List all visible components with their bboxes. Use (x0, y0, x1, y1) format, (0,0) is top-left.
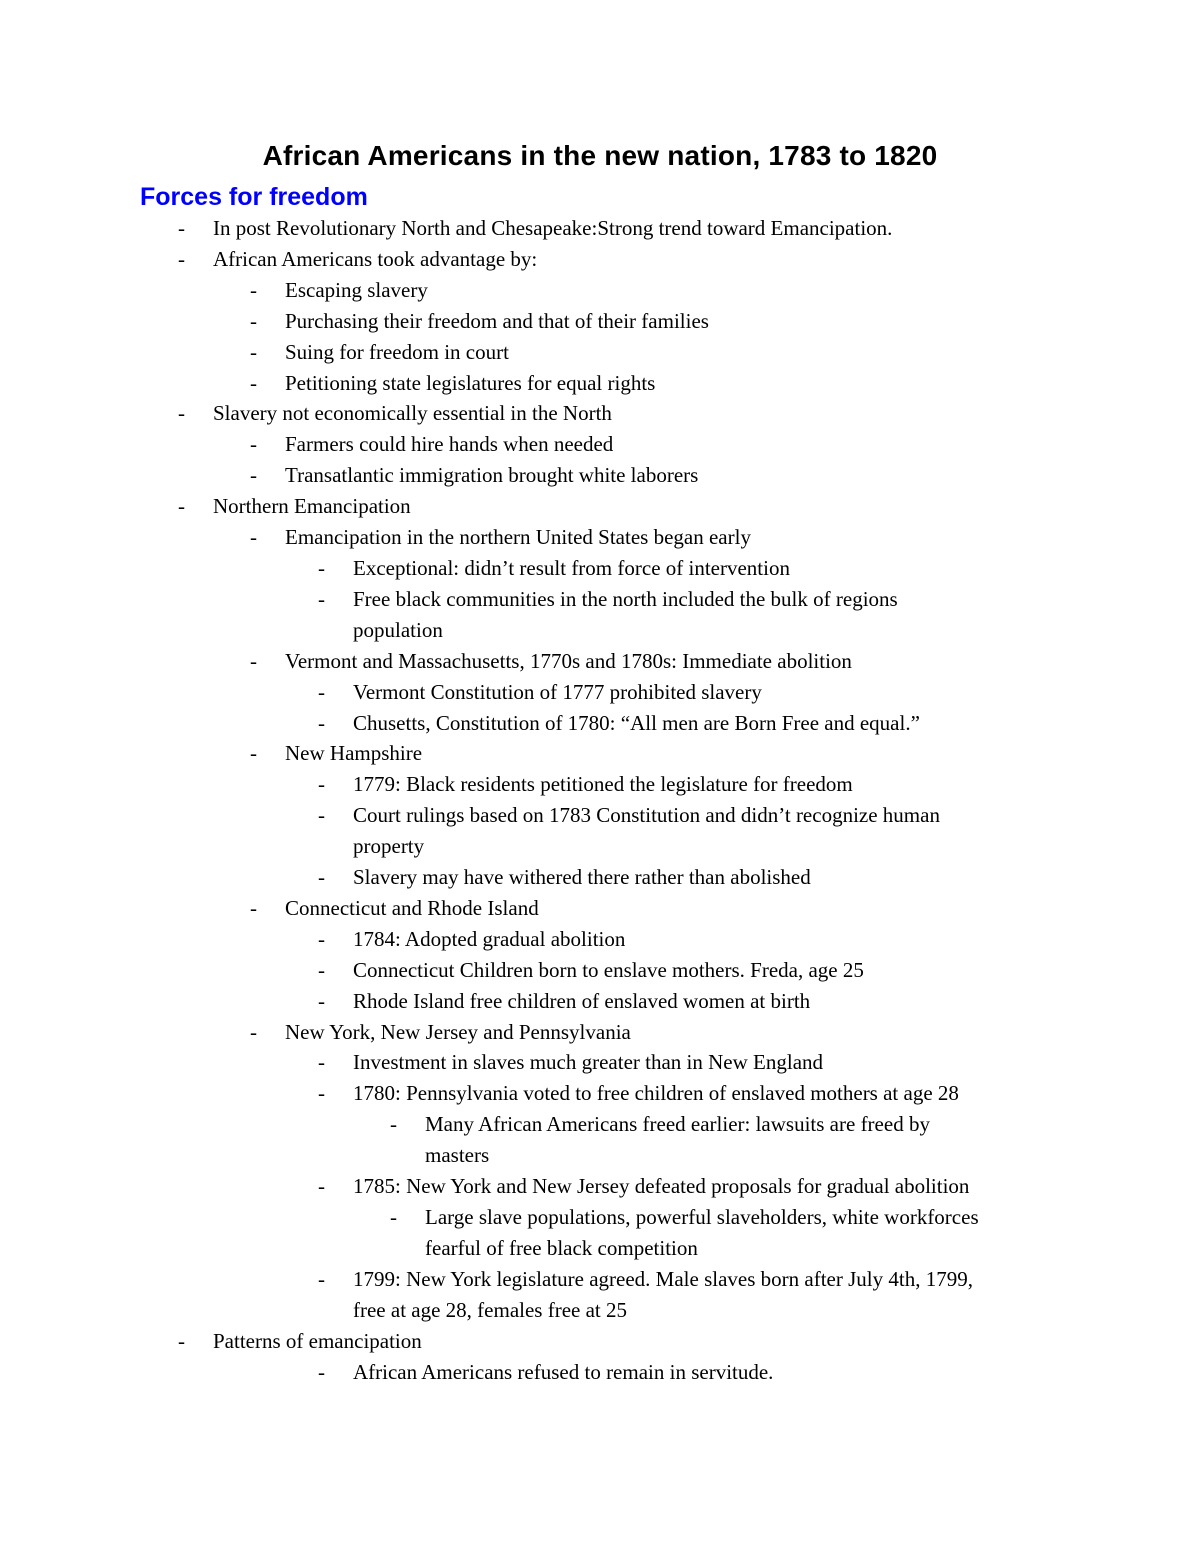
list-item-text: Connecticut and Rhode Island (285, 895, 539, 920)
list-item-text: 1779: Black residents petitioned the legislature for freedom (353, 772, 853, 797)
list-item (140, 1047, 1062, 1078)
bullet-dash-icon: - (318, 1266, 325, 1291)
list-item (140, 986, 1062, 1017)
list-item-text: Escaping slavery (285, 277, 428, 302)
list-item-text: Chusetts, Constitution of 1780: “All men are Born Free and equal.” (353, 710, 920, 735)
list-item-text: Free black communities in the north included the bulk of regions population (353, 586, 898, 642)
list-item-text: 1785: New York and New Jersey defeated proposals for gradual abolition (353, 1174, 970, 1199)
list-item-text: New York, New Jersey and Pennsylvania (285, 1019, 631, 1044)
bullet-dash-icon: - (318, 865, 325, 890)
bullet-dash-icon: - (250, 463, 257, 488)
list-item-text: Investment in slaves much greater than in New England (353, 1050, 824, 1075)
list-item (140, 213, 1062, 244)
bullet-dash-icon: - (250, 648, 257, 673)
list-item (140, 862, 1062, 893)
bullet-dash-icon: - (390, 1112, 397, 1137)
bullet-dash-icon: - (250, 432, 257, 457)
list-item-text: 1780: Pennsylvania voted to free children of enslaved mothers at age 28 (353, 1081, 959, 1106)
list-item-text: Connecticut Children born to enslave mothers. Freda, age 25 (353, 957, 864, 982)
bullet-dash-icon: - (250, 370, 257, 395)
list-item (140, 924, 1062, 955)
bullet-dash-icon: - (178, 216, 185, 240)
list-item (140, 955, 1062, 986)
list-item-text: Vermont Constitution of 1777 prohibited slavery (353, 679, 762, 704)
list-item (140, 522, 1062, 553)
bullet-dash-icon: - (250, 308, 257, 333)
list-item (140, 398, 1062, 429)
list-item (140, 244, 1062, 275)
bullet-list (140, 213, 1062, 1387)
bullet-dash-icon: - (178, 401, 185, 426)
list-item (140, 553, 1062, 584)
list-item-text: 1799: New York legislature agreed. Male slaves born after July 4th, 1799, free at age 28, females free at 25 (353, 1266, 973, 1322)
list-item (140, 646, 1062, 677)
list-item (140, 1171, 1062, 1202)
bullet-dash-icon: - (178, 1328, 185, 1353)
bullet-dash-icon: - (178, 246, 185, 271)
list-item (140, 1326, 1062, 1357)
list-item-text: Northern Emancipation (213, 494, 411, 519)
document-title: African Americans in the new nation, 1783 to 1820 (262, 140, 938, 171)
list-item-text: In post Revolutionary North and Chesapeake:Strong trend toward Emancipation. (213, 216, 893, 240)
list-item (140, 429, 1062, 460)
bullet-dash-icon: - (318, 988, 325, 1013)
list-item (140, 1202, 1062, 1264)
bullet-dash-icon: - (318, 772, 325, 797)
list-item-text: Petitioning state legislatures for equal rights (285, 370, 656, 395)
list-item (140, 1357, 1062, 1388)
list-item-text: Slavery may have withered there rather than abolished (353, 865, 811, 890)
list-item-text: Slavery not economically essential in the North (213, 401, 612, 426)
bullet-dash-icon: - (318, 1081, 325, 1106)
list-item (140, 677, 1062, 708)
bullet-dash-icon: - (318, 679, 325, 704)
bullet-dash-icon: - (250, 1019, 257, 1044)
bullet-dash-icon: - (318, 555, 325, 580)
list-item (140, 1109, 1062, 1171)
bullet-dash-icon: - (318, 1050, 325, 1075)
list-item-text: Transatlantic immigration brought white laborers (285, 463, 699, 488)
list-item-text: Court rulings based on 1783 Constitution and didn’t recognize human property (353, 803, 940, 859)
list-item (140, 368, 1062, 399)
list-item (140, 893, 1062, 924)
list-item-text: Exceptional: didn’t result from force of intervention (353, 555, 790, 580)
bullet-dash-icon: - (318, 1359, 325, 1384)
list-item (140, 306, 1062, 337)
list-item (140, 769, 1062, 800)
list-item-text: 1784: Adopted gradual abolition (353, 926, 626, 951)
list-item (140, 491, 1062, 522)
list-item (140, 337, 1062, 368)
bullet-dash-icon: - (250, 895, 257, 920)
list-item-text: Rhode Island free children of enslaved women at birth (353, 988, 811, 1013)
list-item (140, 708, 1062, 739)
list-item-text: Farmers could hire hands when needed (285, 432, 614, 457)
list-item (140, 460, 1062, 491)
bullet-dash-icon: - (318, 710, 325, 735)
list-item-text: Emancipation in the northern United States began early (285, 525, 751, 550)
list-item (140, 1017, 1062, 1048)
list-item (140, 738, 1062, 769)
list-item (140, 1078, 1062, 1109)
list-item-text: New Hampshire (285, 741, 423, 766)
section-heading: Forces for freedom (140, 183, 368, 211)
list-item-text: African Americans took advantage by: (213, 246, 538, 271)
list-item-text: Purchasing their freedom and that of their families (285, 308, 709, 333)
list-item-text: Large slave populations, powerful slaveholders, white workforces fearful of free black competition (425, 1205, 979, 1260)
bullet-dash-icon: - (250, 339, 257, 364)
list-item-text: African Americans refused to remain in servitude. (353, 1359, 774, 1384)
bullet-dash-icon: - (318, 926, 325, 951)
bullet-dash-icon: - (318, 957, 325, 982)
bullet-dash-icon: - (250, 277, 257, 302)
bullet-dash-icon: - (250, 525, 257, 550)
list-item-text: Suing for freedom in court (285, 339, 509, 364)
bullet-dash-icon: - (250, 741, 257, 766)
list-item (140, 584, 1062, 646)
list-item-text: Vermont and Massachusetts, 1770s and 1780s: Immediate abolition (285, 648, 852, 673)
list-item (140, 800, 1062, 862)
bullet-dash-icon: - (318, 1174, 325, 1199)
bullet-dash-icon: - (178, 494, 185, 519)
list-item (140, 275, 1062, 306)
bullet-dash-icon: - (318, 586, 325, 611)
bullet-dash-icon: - (318, 803, 325, 828)
bullet-dash-icon: - (390, 1205, 397, 1229)
list-item-text: Many African Americans freed earlier: lawsuits are freed by masters (425, 1112, 930, 1168)
list-item-text: Patterns of emancipation (213, 1328, 422, 1353)
list-item (140, 1264, 1062, 1326)
